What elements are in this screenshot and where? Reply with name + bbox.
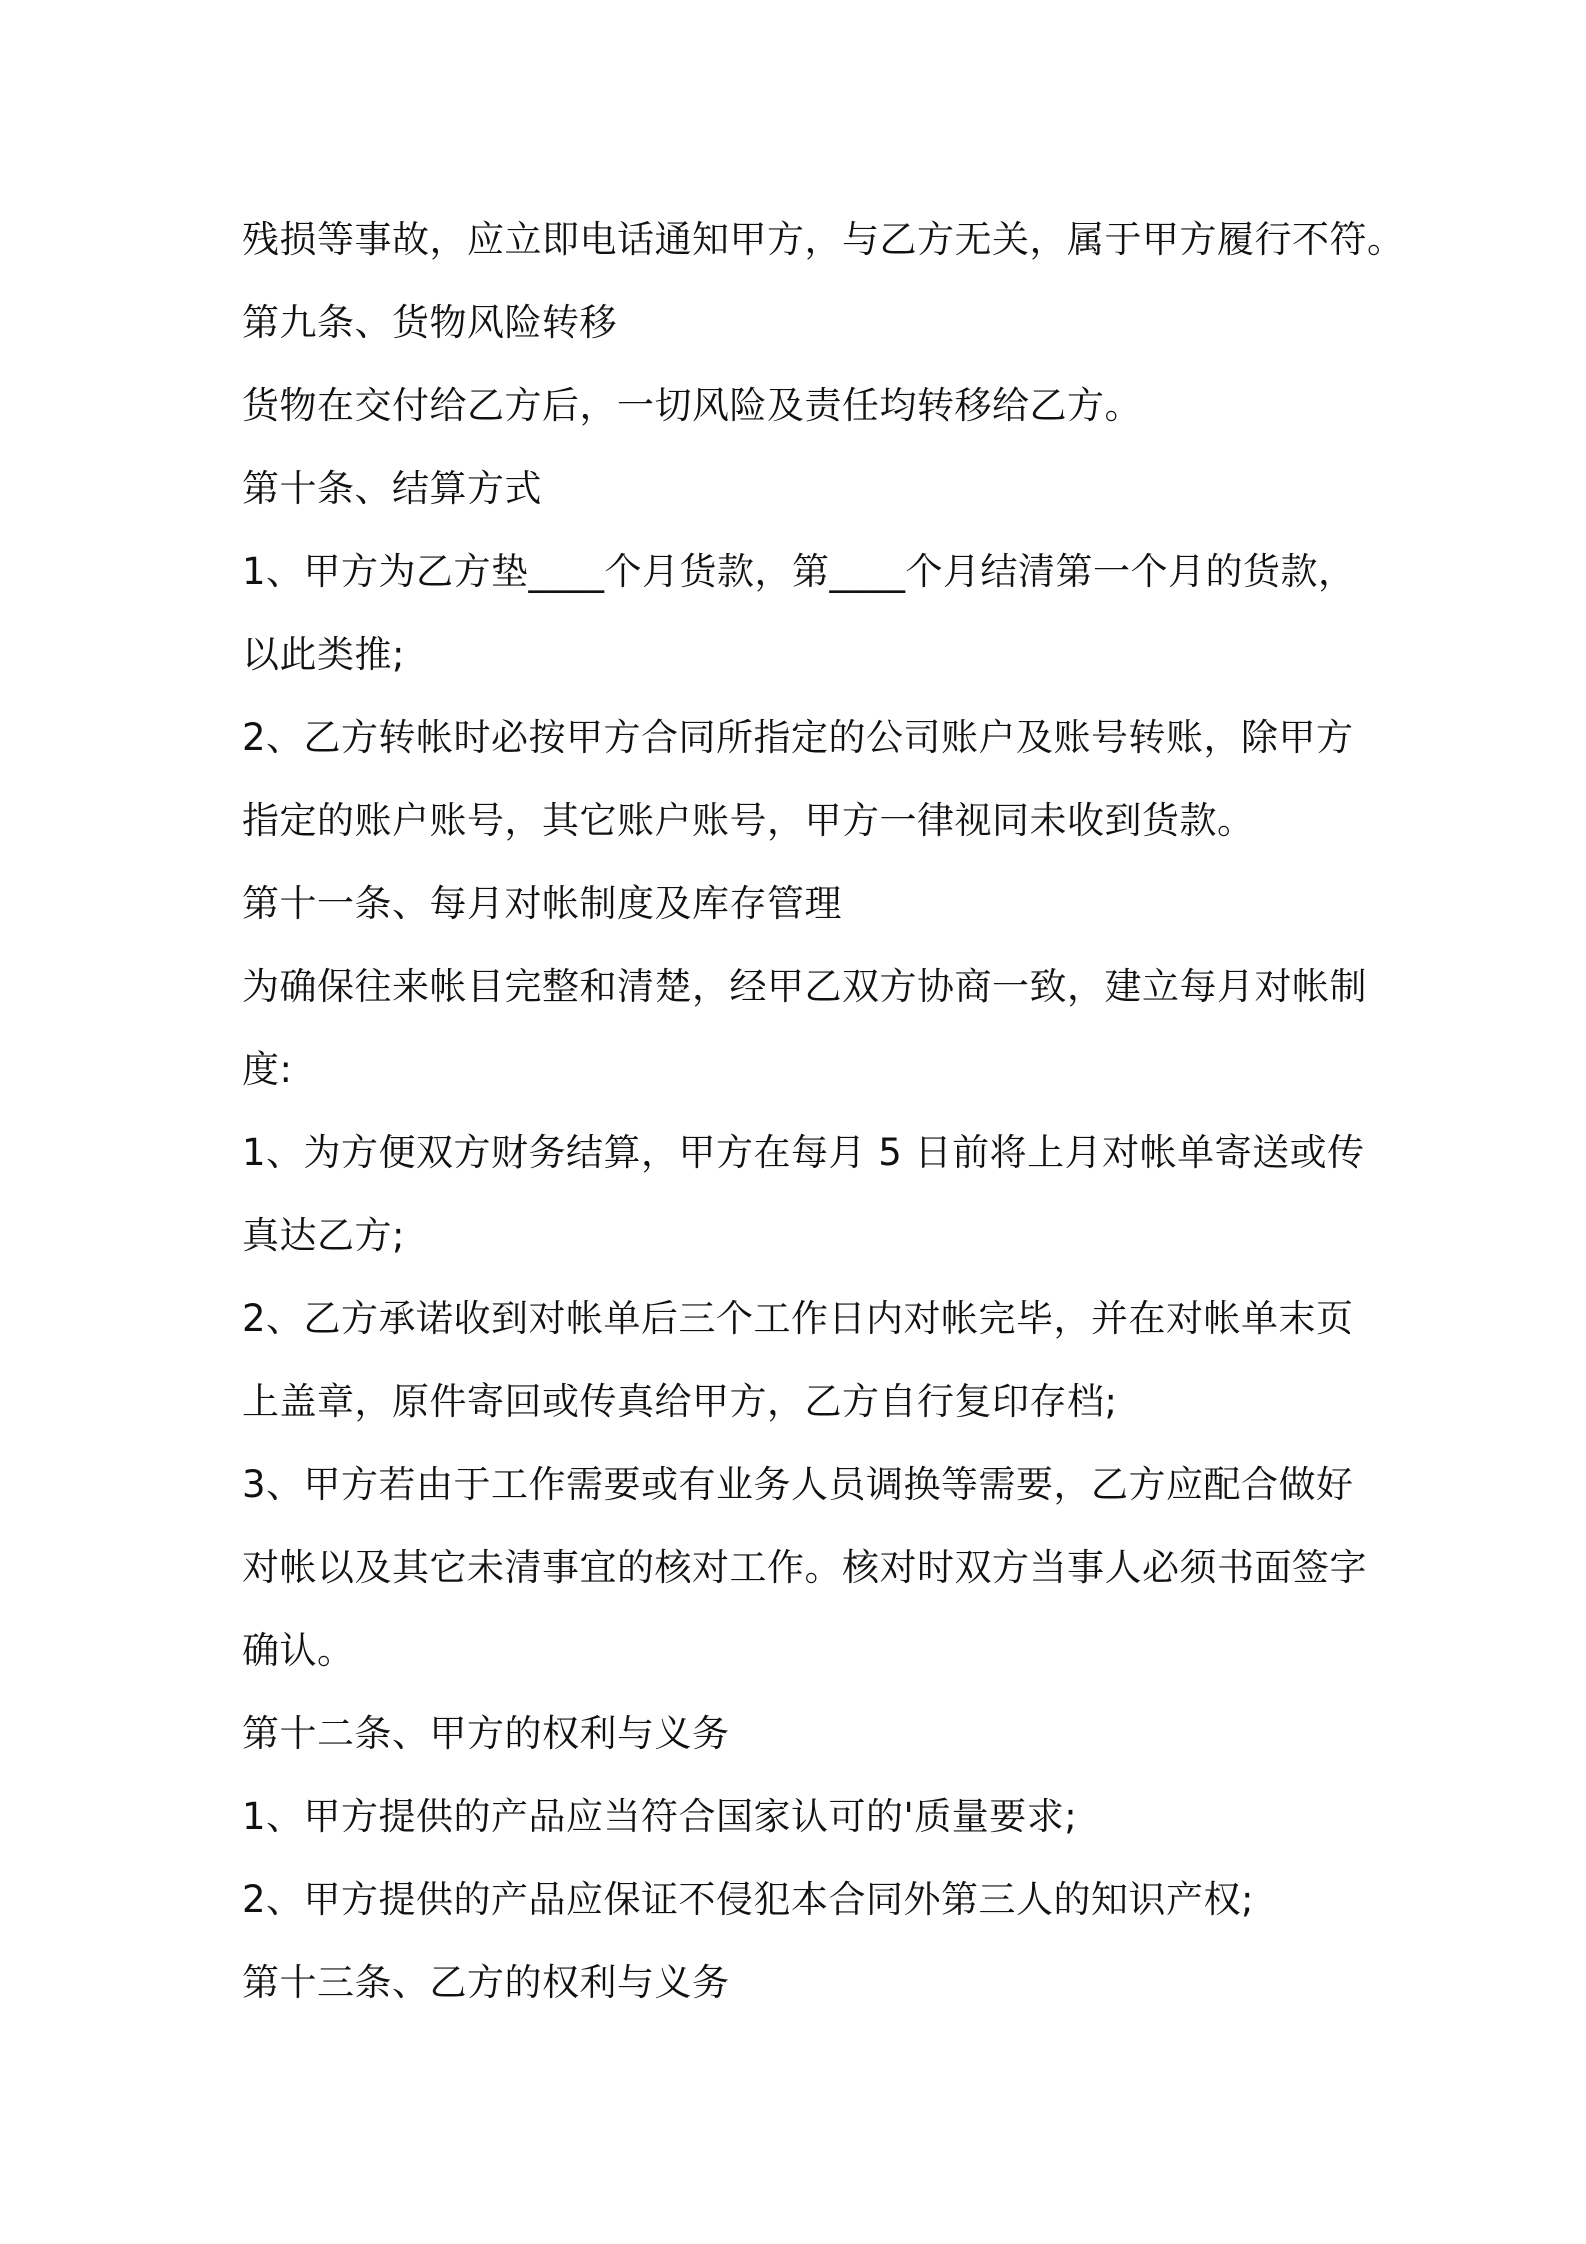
document-page: [242, 198, 1405, 2024]
text-line: 度:: [242, 1048, 293, 1091]
text-line: 为确保往来帐目完整和清楚，经甲乙双方协商一致，建立每月对帐制: [242, 965, 1367, 1008]
text-line: 3、甲方若由于工作需要或有业务人员调换等需要，乙方应配合做好: [242, 1463, 1354, 1506]
text-line: 残损等事故，应立即电话通知甲方，与乙方无关，属于甲方履行不符。: [242, 218, 1405, 261]
section-heading: 第十三条、乙方的权利与义务: [242, 1961, 730, 2004]
text-line: 对帐以及其它未清事宜的核对工作。核对时双方当事人必须书面签字: [242, 1546, 1367, 1589]
text-line: 指定的账户账号，其它账户账号，甲方一律视同未收到货款。: [242, 799, 1255, 842]
text-line: 1、甲方提供的产品应当符合国家认可的'质量要求;: [242, 1795, 1078, 1838]
text-line: 以此类推;: [242, 633, 405, 676]
section-heading: 第十二条、甲方的权利与义务: [242, 1712, 730, 1755]
text-line: 2、乙方承诺收到对帐单后三个工作日内对帐完毕，并在对帐单末页: [242, 1297, 1354, 1340]
text-line: 1、甲方为乙方垫____个月货款，第____个月结清第一个月的货款，: [242, 550, 1356, 593]
section-heading: 第九条、货物风险转移: [242, 301, 617, 344]
text-line: 真达乙方;: [242, 1214, 405, 1257]
section-heading: 第十条、结算方式: [242, 467, 542, 510]
text-line: 确认。: [242, 1629, 355, 1672]
text-line: 1、为方便双方财务结算，甲方在每月 5 日前将上月对帐单寄送或传: [242, 1131, 1365, 1174]
text-line: 2、甲方提供的产品应保证不侵犯本合同外第三人的知识产权;: [242, 1878, 1255, 1921]
text-line: 货物在交付给乙方后，一切风险及责任均转移给乙方。: [242, 384, 1142, 427]
text-line: 上盖章，原件寄回或传真给甲方，乙方自行复印存档;: [242, 1380, 1118, 1423]
text-line: 2、乙方转帐时必按甲方合同所指定的公司账户及账号转账，除甲方: [242, 716, 1354, 759]
section-heading: 第十一条、每月对帐制度及库存管理: [242, 882, 842, 925]
